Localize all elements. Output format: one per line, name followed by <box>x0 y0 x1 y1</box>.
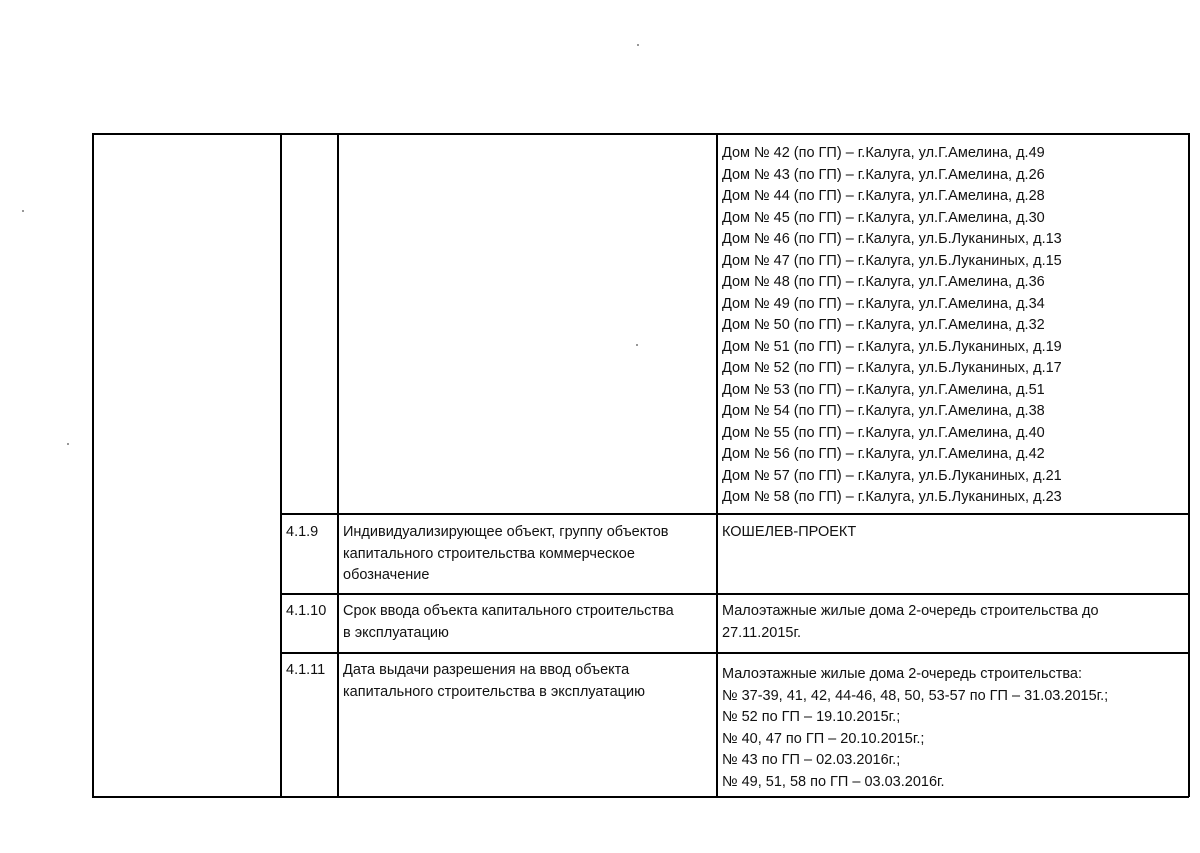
table-left-border <box>92 133 94 797</box>
table-right-border <box>1188 133 1190 797</box>
value-line: КОШЕЛЕВ-ПРОЕКТ <box>722 524 857 540</box>
address-list <box>722 143 1062 509</box>
address-line: Дом № 50 (по ГП) – г.Калуга, ул.Г.Амелина, д.32 <box>722 317 1045 333</box>
row-divider-4110 <box>280 593 1189 595</box>
value-line: № 43 по ГП – 02.03.2016г.; <box>722 752 901 768</box>
table-top-border <box>92 133 1189 135</box>
scan-speck <box>637 44 639 46</box>
row-number-4110: 4.1.10 <box>286 603 327 619</box>
scan-speck <box>22 210 24 212</box>
address-line: Дом № 44 (по ГП) – г.Калуга, ул.Г.Амелина, д.28 <box>722 188 1045 204</box>
address-line: Дом № 45 (по ГП) – г.Калуга, ул.Г.Амелина, д.30 <box>722 209 1045 226</box>
table-bottom-border <box>92 796 1189 798</box>
address-line: Дом № 42 (по ГП) – г.Калуга, ул.Г.Амелина, д.49 <box>722 145 1045 161</box>
description-line: Дата выдачи разрешения на ввод объекта <box>343 662 630 678</box>
address-line: Дом № 52 (по ГП) – г.Калуга, ул.Б.Луканиных, д.17 <box>722 360 1062 376</box>
address-line: Дом № 58 (по ГП) – г.Калуга, ул.Б.Луканиных, д.23 <box>722 489 1062 505</box>
row-description-4111 <box>343 660 645 703</box>
value-line: № 37-39, 41, 42, 44-46, 48, 50, 53-57 по ГП – 31.03.2015г.; <box>722 687 1109 704</box>
address-line: Дом № 47 (по ГП) – г.Калуга, ул.Б.Луканиных, д.15 <box>722 252 1062 269</box>
address-line: Дом № 49 (по ГП) – г.Калуга, ул.Г.Амелина, д.34 <box>722 295 1045 312</box>
address-line: Дом № 43 (по ГП) – г.Калуга, ул.Г.Амелина, д.26 <box>722 166 1045 183</box>
value-line: № 49, 51, 58 по ГП – 03.03.2016г. <box>722 773 945 790</box>
value-line: 27.11.2015г. <box>722 624 802 641</box>
row-number-4111: 4.1.11 <box>286 662 326 678</box>
address-line: Дом № 56 (по ГП) – г.Калуга, ул.Г.Амелина, д.42 <box>722 446 1045 462</box>
address-line: Дом № 54 (по ГП) – г.Калуга, ул.Г.Амелина, д.38 <box>722 403 1045 419</box>
description-line: Срок ввода объекта капитального строительства <box>343 603 674 619</box>
description-line: обозначение <box>343 567 430 583</box>
row-divider-4111 <box>280 652 1189 654</box>
scan-speck <box>67 443 69 445</box>
address-line: Дом № 55 (по ГП) – г.Калуга, ул.Г.Амелина, д.40 <box>722 424 1045 441</box>
row-description-4110 <box>343 601 674 644</box>
row-value-419 <box>722 522 856 544</box>
description-line: капитального строительства в эксплуатацию <box>343 683 645 700</box>
address-line: Дом № 57 (по ГП) – г.Калуга, ул.Б.Луканиных, д.21 <box>722 467 1062 484</box>
col-divider-3 <box>716 133 718 797</box>
row-value-4110 <box>722 601 1099 644</box>
value-line: № 52 по ГП – 19.10.2015г.; <box>722 709 901 725</box>
row-number-419: 4.1.9 <box>286 524 319 540</box>
description-line: Индивидуализирующее объект, группу объектов <box>343 524 669 540</box>
col-divider-2 <box>337 133 339 797</box>
address-line: Дом № 51 (по ГП) – г.Калуга, ул.Б.Луканиных, д.19 <box>722 338 1062 355</box>
row-value-4111 <box>722 664 1108 793</box>
col-divider-1 <box>280 133 282 797</box>
row-divider-419 <box>280 513 1189 515</box>
address-line: Дом № 53 (по ГП) – г.Калуга, ул.Г.Амелина, д.51 <box>722 381 1045 398</box>
address-line: Дом № 46 (по ГП) – г.Калуга, ул.Б.Луканиных, д.13 <box>722 231 1062 247</box>
scan-speck <box>636 344 638 346</box>
value-line: № 40, 47 по ГП – 20.10.2015г.; <box>722 730 925 747</box>
description-line: в эксплуатацию <box>343 624 449 641</box>
value-line: Малоэтажные жилые дома 2-очередь строительства до <box>722 603 1099 619</box>
description-line: капитального строительства коммерческое <box>343 545 635 562</box>
address-line: Дом № 48 (по ГП) – г.Калуга, ул.Г.Амелина, д.36 <box>722 274 1045 290</box>
row-description-419 <box>343 522 668 587</box>
value-line: Малоэтажные жилые дома 2-очередь строительства: <box>722 666 1083 682</box>
